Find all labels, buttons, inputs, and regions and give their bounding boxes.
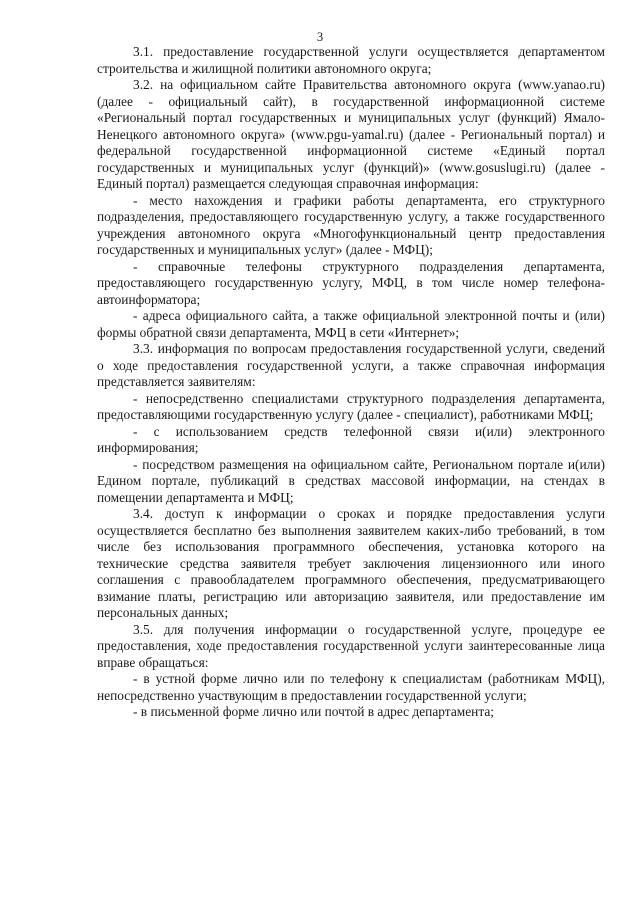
list-item-specialists: - непосредственно специалистами структурного подразделения департамента, предоставляющими государственную услугу (далее - специалист), работниками МФЦ; xyxy=(97,390,605,422)
list-item-location-schedule: - место нахождения и графики работы департамента, его структурного подразделения, предоставляющего государственную услугу, а также государственного учреждения автономного округа «Многофункциональный центр предоставления государственных и муниципальных услуг» (далее - МФЦ); xyxy=(97,192,605,257)
list-item-telephone: - с использованием средств телефонной связи и(или) электронного информирования; xyxy=(97,423,605,455)
list-item-phones: - справочные телефоны структурного подразделения департамента, предоставляющего государственную услугу, МФЦ, в том числе номер телефона-автоинформатора; xyxy=(97,258,605,307)
paragraph-3-4: 3.4. доступ к информации о сроках и порядке предоставления услуги осуществляется бесплатно без выполнения заявителем каких-либо требований, в том числе без использования программного обеспечения, установка которого на технические средства заявителя требует заключения лицензионного или иного соглашения с правообладателем программного обеспечения, предусматривающего взимание платы, регистрацию или авторизацию заявителя, или предоставление им персональных данных; xyxy=(97,506,605,620)
paragraph-3-5: 3.5. для получения информации о государственной услуге, процедуре ее предоставления, ходе предоставления государственной услуги заинтересованные лица вправе обращаться: xyxy=(97,621,605,670)
page-number: 3 xyxy=(316,30,324,44)
list-item-oral-form: - в устной форме лично или по телефону к специалистам (работникам МФЦ), непосредственно участвующим в предоставлении государственной услуги; xyxy=(97,671,605,703)
document-body xyxy=(97,44,605,721)
paragraph-3-2: 3.2. на официальном сайте Правительства автономного округа (www.yanao.ru) (далее - официальный сайт), в государственной информационной системе «Региональный портал государственных и муниципальных услуг (функций) Ямало-Ненецкого автономного округа» (www.pgu-yamal.ru) (далее - Региональный портал) и федеральной государственной информационной системе «Единый портал государственных и муниципальных услуг (функций)» (www.gosuslugi.ru) (далее - Единый портал) размещается следующая справочная информация: xyxy=(97,77,605,191)
list-item-addresses: - адреса официального сайта, а также официальной электронной почты и (или) формы обратной связи департамента, МФЦ в сети «Интернет»; xyxy=(97,308,605,340)
paragraph-3-3: 3.3. информация по вопросам предоставления государственной услуги, сведений о ходе предоставления государственной услуги, а также справочная информация представляется заявителям: xyxy=(97,341,605,389)
list-item-publication: - посредством размещения на официальном сайте, Региональном портале и(или) Едином портале, публикаций в средствах массовой информации, на стендах в помещении департамента и МФЦ; xyxy=(97,456,605,505)
paragraph-3-1: 3.1. предоставление государственной услуги осуществляется департаментом строительства и жилищной политики автономного округа; xyxy=(97,44,605,76)
list-item-written-form: - в письменной форме лично или почтой в адрес департамента; xyxy=(133,704,495,719)
